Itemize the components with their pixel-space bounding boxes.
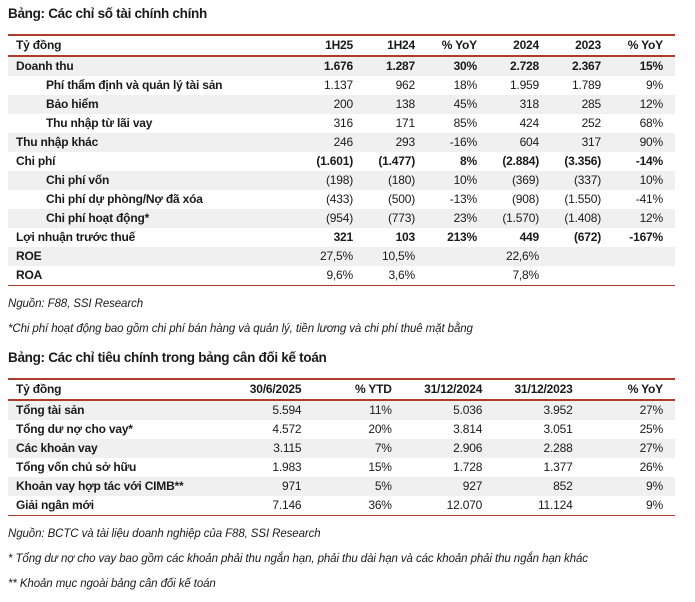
- cell-value: -13%: [449, 192, 477, 206]
- financial-indicators-source: Nguồn: F88, SSI Research: [8, 298, 144, 310]
- cell-value: 15%: [368, 460, 392, 474]
- header-row: [8, 379, 675, 400]
- cell-value: (180): [387, 173, 415, 187]
- cell-value: 852: [553, 479, 573, 493]
- balance-sheet-table: [8, 378, 675, 516]
- cell-value: 10,5%: [381, 249, 415, 263]
- cell-value: 27%: [639, 441, 663, 455]
- cell-value: 316: [333, 116, 353, 130]
- row-label: Chi phí dự phòng/Nợ đã xóa: [46, 192, 203, 206]
- cell-value: (3.356): [564, 154, 601, 168]
- unit-column-header: Tỷ đồng: [16, 38, 62, 52]
- cell-value: 27%: [639, 403, 663, 417]
- cell-value: -41%: [635, 192, 663, 206]
- period-column-header: % YoY: [627, 38, 663, 52]
- row-label: Chi phí vốn: [46, 173, 110, 187]
- cell-value: (2.884): [502, 154, 539, 168]
- cell-value: 3.115: [273, 441, 302, 455]
- table-row: [8, 152, 675, 171]
- cell-value: 9%: [646, 479, 663, 493]
- cell-value: (1.570): [502, 211, 539, 225]
- cell-value: 171: [395, 116, 415, 130]
- cell-value: 285: [581, 97, 601, 111]
- cell-value: 971: [281, 479, 302, 493]
- period-column-header: % YTD: [354, 382, 392, 396]
- cell-value: (773): [387, 211, 415, 225]
- cell-value: 12%: [639, 211, 663, 225]
- cell-value: 20%: [368, 422, 392, 436]
- row-label: Lợi nhuận trước thuế: [16, 230, 136, 244]
- cell-value: 1.676: [323, 59, 353, 73]
- cell-value: 8%: [460, 154, 477, 168]
- cell-value: 7%: [374, 441, 392, 455]
- cell-value: 5.036: [453, 403, 483, 417]
- cell-value: 9%: [646, 78, 663, 92]
- table-row: [8, 439, 675, 458]
- row-label: ROE: [16, 249, 42, 263]
- cell-value: 3,6%: [388, 268, 415, 282]
- header-row: [8, 35, 675, 56]
- cell-value: 293: [395, 135, 415, 149]
- cell-value: 317: [581, 135, 601, 149]
- operating-cost-footnote: *Chi phí hoạt động bao gồm chi phí bán hàng và quản lý, tiền lương và chi phí thuê mặt bằng: [8, 323, 473, 335]
- cell-value: 213%: [447, 230, 477, 244]
- cell-value: [613, 247, 675, 266]
- table-row: [8, 266, 675, 286]
- cell-value: [427, 247, 489, 266]
- balance-sheet-title: Bảng: Các chỉ tiêu chính trong bảng cân đối kế toán: [8, 350, 327, 365]
- table-row: [8, 496, 675, 516]
- cell-value: 7.146: [272, 498, 302, 512]
- balance-sheet-source: Nguồn: BCTC và tài liệu doanh nghiệp của F88, SSI Research: [8, 528, 321, 540]
- cell-value: 45%: [453, 97, 477, 111]
- table-row: [8, 56, 675, 76]
- cell-value: 5%: [374, 479, 392, 493]
- cell-value: [551, 266, 613, 286]
- cell-value: 3.814: [453, 422, 483, 436]
- row-label: Chi phí: [16, 154, 56, 168]
- cell-value: 321: [333, 230, 353, 244]
- row-label: Khoản vay hợp tác với CIMB**: [16, 479, 184, 493]
- cell-value: 1.728: [453, 460, 483, 474]
- row-label: Chi phí hoạt động*: [46, 211, 150, 225]
- row-label: Doanh thu: [16, 59, 74, 73]
- cell-value: (1.550): [564, 192, 601, 206]
- row-label: Các khoản vay: [16, 441, 98, 455]
- cell-value: -16%: [449, 135, 477, 149]
- cell-value: 1.137: [323, 78, 353, 92]
- row-label: Bảo hiểm: [46, 97, 99, 111]
- financial-indicators-table: [8, 34, 675, 286]
- cell-value: 15%: [639, 59, 663, 73]
- cell-value: (954): [325, 211, 353, 225]
- cell-value: 1.959: [509, 78, 539, 92]
- cell-value: (369): [511, 173, 539, 187]
- cell-value: (1.601): [316, 154, 353, 168]
- cell-value: 68%: [639, 116, 663, 130]
- cell-value: 10%: [453, 173, 477, 187]
- cell-value: 2.288: [543, 441, 573, 455]
- cell-value: 36%: [368, 498, 392, 512]
- table-row: [8, 114, 675, 133]
- cell-value: 927: [462, 479, 483, 493]
- row-label: Tổng dư nợ cho vay*: [16, 422, 133, 436]
- cell-value: 11%: [369, 403, 392, 417]
- off-balance-sheet-footnote: ** Khoản mục ngoài bảng cân đối kế toán: [8, 578, 216, 590]
- cell-value: (337): [573, 173, 601, 187]
- table-row: [8, 76, 675, 95]
- table-row: [8, 477, 675, 496]
- cell-value: (433): [325, 192, 353, 206]
- cell-value: 4.572: [272, 422, 302, 436]
- cell-value: 252: [581, 116, 601, 130]
- cell-value: 26%: [639, 460, 663, 474]
- cell-value: 103: [395, 230, 415, 244]
- cell-value: 2.367: [571, 59, 601, 73]
- row-label: ROA: [16, 268, 43, 282]
- cell-value: 22,6%: [505, 249, 539, 263]
- row-label: Tổng vốn chủ sở hữu: [16, 460, 137, 474]
- cell-value: -167%: [629, 230, 663, 244]
- cell-value: [613, 266, 675, 286]
- cell-value: 3.952: [543, 403, 573, 417]
- table-row: [8, 171, 675, 190]
- cell-value: (1.408): [564, 211, 601, 225]
- cell-value: 3.051: [543, 422, 573, 436]
- cell-value: 424: [519, 116, 539, 130]
- loan-book-footnote: * Tổng dư nợ cho vay bao gồm các khoản phải thu ngắn hạn, phải thu dài hạn và các khoản phải thu ngắn hạn khác: [8, 553, 588, 565]
- table-row: [8, 95, 675, 114]
- period-column-header: 30/6/2025: [249, 382, 302, 396]
- cell-value: 30%: [453, 59, 477, 73]
- cell-value: 90%: [639, 135, 663, 149]
- table-row: [8, 247, 675, 266]
- period-column-header: 2023: [575, 38, 601, 52]
- cell-value: 1.287: [385, 59, 415, 73]
- cell-value: 1.983: [272, 460, 302, 474]
- cell-value: 27,5%: [319, 249, 353, 263]
- cell-value: [427, 266, 489, 286]
- table-row: [8, 458, 675, 477]
- table-row: [8, 400, 675, 420]
- cell-value: 1.377: [543, 460, 573, 474]
- financial-indicators-title: Bảng: Các chỉ số tài chính chính: [8, 6, 207, 21]
- cell-value: 449: [519, 230, 539, 244]
- period-column-header: % YoY: [627, 382, 663, 396]
- cell-value: 12.070: [446, 498, 483, 512]
- period-column-header: % YoY: [441, 38, 477, 52]
- cell-value: 604: [519, 135, 539, 149]
- row-label: Tổng tài sản: [16, 403, 85, 417]
- period-column-header: 1H25: [325, 38, 353, 52]
- cell-value: 12%: [639, 97, 663, 111]
- cell-value: 200: [333, 97, 353, 111]
- cell-value: (1.477): [378, 154, 415, 168]
- cell-value: 962: [395, 78, 415, 92]
- table-row: [8, 190, 675, 209]
- cell-value: 7,8%: [512, 268, 539, 282]
- table-row: [8, 228, 675, 247]
- cell-value: 5.594: [272, 403, 302, 417]
- cell-value: 318: [519, 97, 539, 111]
- cell-value: 23%: [453, 211, 477, 225]
- row-label: Thu nhập từ lãi vay: [46, 116, 153, 130]
- period-column-header: 31/12/2023: [514, 382, 573, 396]
- unit-column-header: Tỷ đồng: [16, 382, 62, 396]
- cell-value: 246: [333, 135, 353, 149]
- cell-value: -14%: [635, 154, 663, 168]
- row-label: Phí thẩm định và quản lý tài sản: [46, 78, 223, 92]
- row-label: Thu nhập khác: [16, 135, 99, 149]
- table-row: [8, 133, 675, 152]
- cell-value: (198): [325, 173, 353, 187]
- table-row: [8, 209, 675, 228]
- cell-value: 25%: [639, 422, 663, 436]
- cell-value: 9,6%: [326, 268, 353, 282]
- cell-value: 2.906: [453, 441, 483, 455]
- cell-value: [551, 247, 613, 266]
- row-label: Giải ngân mới: [16, 498, 94, 512]
- cell-value: 85%: [453, 116, 477, 130]
- table-row: [8, 420, 675, 439]
- cell-value: 2.728: [509, 59, 539, 73]
- period-column-header: 2024: [513, 38, 539, 52]
- cell-value: 11.124: [537, 498, 573, 512]
- cell-value: (908): [511, 192, 539, 206]
- cell-value: 1.789: [571, 78, 601, 92]
- cell-value: 10%: [639, 173, 663, 187]
- period-column-header: 31/12/2024: [424, 382, 483, 396]
- cell-value: (500): [387, 192, 415, 206]
- period-column-header: 1H24: [387, 38, 415, 52]
- cell-value: 9%: [646, 498, 663, 512]
- cell-value: 138: [395, 97, 415, 111]
- cell-value: (672): [573, 230, 601, 244]
- cell-value: 18%: [453, 78, 477, 92]
